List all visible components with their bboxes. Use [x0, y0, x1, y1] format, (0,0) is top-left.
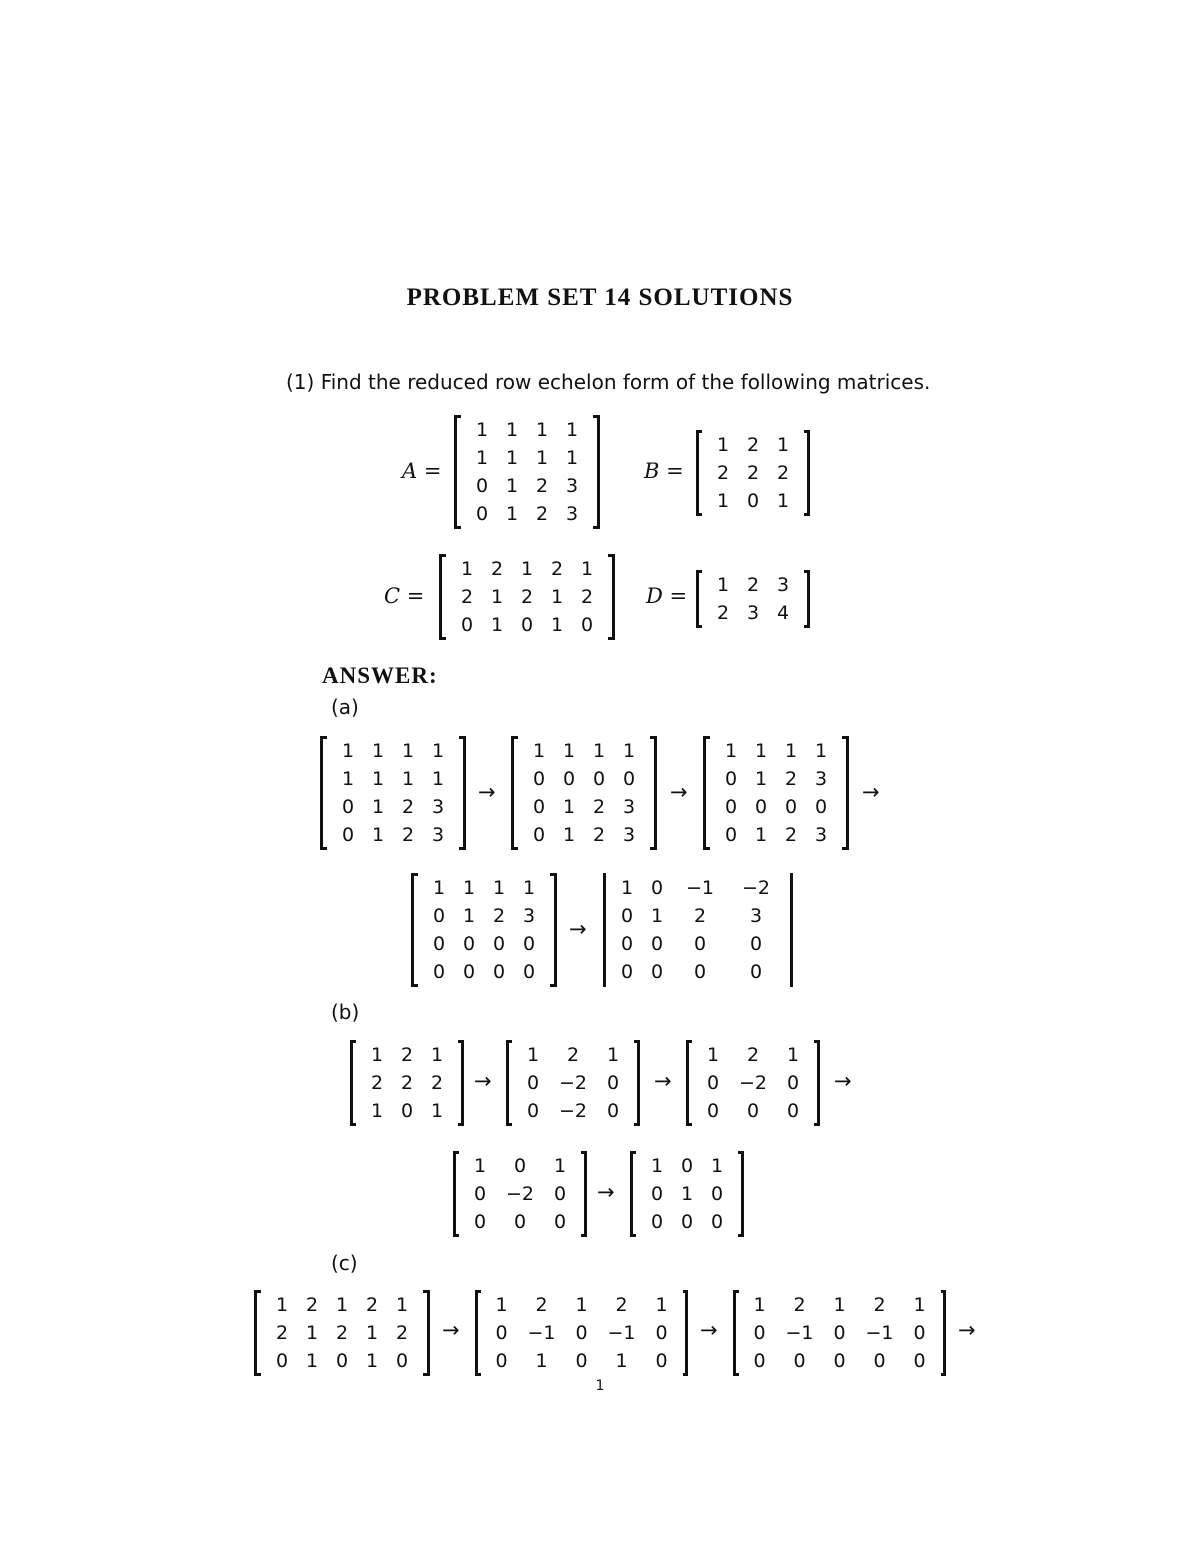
matrix — [511, 736, 657, 850]
matrix — [703, 736, 849, 850]
matrix-entry: 2 — [400, 1072, 414, 1094]
matrix-entry: 2 — [370, 1072, 384, 1094]
matrix-entry: 3 — [565, 475, 579, 497]
left-bracket — [703, 736, 710, 850]
matrix-entry: 0 — [753, 1350, 766, 1372]
matrix-entry: 2 — [615, 1294, 628, 1316]
matrix-entry: −1 — [685, 877, 714, 899]
matrix-entry: 0 — [432, 905, 446, 927]
right-bracket — [458, 1040, 464, 1126]
left-bracket — [511, 736, 518, 850]
matrix — [630, 1151, 744, 1237]
matrix-entry: 1 — [706, 1044, 720, 1066]
matrix-entries — [461, 415, 593, 529]
matrix-entry: 3 — [814, 824, 828, 846]
matrix-entry: 1 — [505, 447, 519, 469]
matrix-entry: 0 — [492, 961, 506, 983]
matrix-entry: 1 — [462, 877, 476, 899]
matrix-entry: 1 — [535, 1350, 548, 1372]
matrix-entry: 1 — [753, 1294, 766, 1316]
matrix-entry: 0 — [513, 1211, 527, 1233]
matrix-entry: 0 — [913, 1350, 926, 1372]
matrix-entry: 2 — [430, 1072, 444, 1094]
matrix-entry: 1 — [475, 419, 489, 441]
matrix-entry: 0 — [341, 824, 355, 846]
matrix-entry: 0 — [275, 1350, 289, 1372]
matrix-entry: 1 — [335, 1294, 349, 1316]
matrix — [603, 873, 787, 987]
right-bracket — [550, 873, 557, 987]
matrix-entry: 1 — [475, 447, 489, 469]
matrix-entry: 0 — [655, 1350, 668, 1372]
matrix — [696, 430, 810, 516]
arrow: → — [597, 1180, 615, 1204]
matrix-entry: 1 — [786, 1044, 800, 1066]
matrix-entry: 0 — [650, 1183, 664, 1205]
matrix-entry: 2 — [592, 824, 606, 846]
matrix-entry: 0 — [706, 1072, 720, 1094]
matrix-entry: 1 — [341, 740, 355, 762]
matrix-entry: 0 — [341, 796, 355, 818]
matrix-entry: 0 — [620, 905, 634, 927]
matrix-entries — [702, 430, 804, 516]
matrix-entry: 1 — [492, 877, 506, 899]
matrix-entries — [512, 1040, 634, 1126]
matrix-entry: 1 — [550, 614, 564, 636]
matrix-entry: 0 — [495, 1322, 508, 1344]
matrix — [254, 1290, 430, 1376]
matrix-entry: 3 — [622, 824, 636, 846]
matrix-entry: 1 — [430, 1044, 444, 1066]
matrix-entry: 1 — [716, 490, 730, 512]
matrix-entry: 0 — [655, 1322, 668, 1344]
matrix-entry: 0 — [432, 933, 446, 955]
matrix-entry: −1 — [527, 1322, 556, 1344]
matrix-entry: 4 — [776, 602, 790, 624]
matrix-entry: 0 — [753, 1322, 766, 1344]
arrow: → — [474, 1069, 492, 1093]
matrix-entry: 1 — [553, 1155, 567, 1177]
right-bracket — [650, 736, 657, 850]
left-bracket — [254, 1290, 261, 1376]
matrix-entry: 0 — [462, 933, 476, 955]
matrix-label-a: A = — [402, 459, 442, 483]
matrix-entry: 1 — [565, 447, 579, 469]
matrix-entry: 0 — [553, 1183, 567, 1205]
page-number: 1 — [595, 1378, 605, 1394]
right-bracket — [804, 570, 810, 628]
matrix-entry: 1 — [575, 1294, 588, 1316]
matrix-entry: 2 — [784, 824, 798, 846]
matrix-entry: 1 — [275, 1294, 289, 1316]
matrix-entry: 2 — [746, 574, 760, 596]
matrix-entry: 0 — [475, 475, 489, 497]
matrix-entry: 0 — [620, 933, 634, 955]
matrix-entry: 0 — [606, 1100, 620, 1122]
matrix-entry: 0 — [460, 614, 474, 636]
matrix-label-d: D = — [646, 584, 688, 608]
matrix-entry: 0 — [473, 1211, 487, 1233]
matrix — [350, 1040, 464, 1126]
right-bracket — [790, 873, 793, 987]
matrix-entry: 0 — [522, 933, 536, 955]
matrix-entry: 0 — [746, 490, 760, 512]
matrix-entry: 1 — [532, 740, 546, 762]
matrix-entry: 0 — [650, 1211, 664, 1233]
matrix-entry: 1 — [562, 824, 576, 846]
matrix-entry: 3 — [431, 796, 445, 818]
arrow: → — [569, 917, 587, 941]
arrow: → — [862, 780, 880, 804]
matrix-entry: 1 — [620, 877, 634, 899]
arrow: → — [958, 1318, 976, 1342]
matrix-entry: 3 — [746, 602, 760, 624]
matrix-entry: 2 — [400, 1044, 414, 1066]
matrix-entry: −2 — [558, 1100, 587, 1122]
matrix-entry: 2 — [550, 558, 564, 580]
matrix-entry: 0 — [754, 796, 768, 818]
matrix-entry: 0 — [784, 796, 798, 818]
matrix-entry: 0 — [575, 1350, 588, 1372]
matrix-entries — [446, 554, 608, 640]
matrix-entries — [702, 570, 804, 628]
matrix-entry: 0 — [693, 933, 707, 955]
matrix-entry: 2 — [716, 602, 730, 624]
matrix-entry: 0 — [592, 768, 606, 790]
matrix-entry: 1 — [833, 1294, 846, 1316]
matrix-entries — [606, 873, 790, 987]
right-bracket — [634, 1040, 640, 1126]
matrix-entries — [356, 1040, 458, 1126]
matrix-entry: 0 — [746, 1100, 760, 1122]
matrix-entry: 2 — [746, 462, 760, 484]
matrix-entries — [327, 736, 459, 850]
arrow: → — [654, 1069, 672, 1093]
matrix-entry: 1 — [650, 905, 664, 927]
matrix — [696, 570, 810, 628]
matrix — [439, 554, 615, 640]
matrix-entry: 0 — [833, 1350, 846, 1372]
matrix-entry: 1 — [716, 574, 730, 596]
matrix-entry: −2 — [741, 877, 770, 899]
matrix-entries — [459, 1151, 581, 1237]
arrow: → — [670, 780, 688, 804]
left-bracket — [320, 736, 327, 850]
matrix-entry: 0 — [833, 1322, 846, 1344]
matrix-entries — [636, 1151, 738, 1237]
matrix-entry: 1 — [431, 768, 445, 790]
matrix-entry: 3 — [749, 905, 763, 927]
part-b-label: (b) — [331, 1000, 360, 1024]
right-bracket — [683, 1290, 689, 1376]
matrix-entry: 1 — [371, 824, 385, 846]
matrix-entry: 1 — [580, 558, 594, 580]
left-bracket — [454, 415, 461, 529]
matrix-entry: 1 — [562, 740, 576, 762]
matrix-entry: 2 — [460, 586, 474, 608]
matrix-entry: −1 — [785, 1322, 814, 1344]
matrix-entry: 2 — [492, 905, 506, 927]
matrix — [733, 1290, 946, 1376]
matrix-entries — [418, 873, 550, 987]
matrix-entry: 2 — [693, 905, 707, 927]
right-bracket — [459, 736, 466, 850]
matrix-entry: 2 — [490, 558, 504, 580]
problem-statement: (1) Find the reduced row echelon form of the following matrices. — [286, 370, 931, 394]
matrix-entry: 2 — [592, 796, 606, 818]
matrix-entry: 1 — [615, 1350, 628, 1372]
matrix-entry: 2 — [716, 462, 730, 484]
matrix — [506, 1040, 640, 1126]
matrix-entries — [739, 1290, 941, 1376]
matrix-entry: 0 — [749, 933, 763, 955]
matrix-entry: 1 — [550, 586, 564, 608]
matrix-entry: −2 — [505, 1183, 534, 1205]
matrix-entries — [710, 736, 842, 850]
matrix-entry: 1 — [680, 1183, 694, 1205]
matrix-entry: 1 — [462, 905, 476, 927]
matrix-entry: 1 — [655, 1294, 668, 1316]
matrix-entry: 0 — [492, 933, 506, 955]
matrix-entry: 2 — [746, 1044, 760, 1066]
arrow: → — [700, 1318, 718, 1342]
matrix — [411, 873, 557, 987]
matrix-entry: 1 — [754, 768, 768, 790]
answer-label: ANSWER: — [322, 663, 438, 688]
matrix-entries — [692, 1040, 814, 1126]
matrix-entry: 1 — [716, 434, 730, 456]
matrix-entry: 1 — [370, 1100, 384, 1122]
matrix-entry: 1 — [776, 490, 790, 512]
matrix-entry: 1 — [371, 740, 385, 762]
matrix-entry: 0 — [475, 503, 489, 525]
matrix-entry: 3 — [622, 796, 636, 818]
matrix-entry: −2 — [738, 1072, 767, 1094]
matrix-entry: 0 — [793, 1350, 806, 1372]
matrix-entry: 0 — [706, 1100, 720, 1122]
matrix-entry: 3 — [776, 574, 790, 596]
matrix-entry: 3 — [431, 824, 445, 846]
matrix-entry: 3 — [522, 905, 536, 927]
matrix-entry: 1 — [490, 614, 504, 636]
matrix-entry: 0 — [620, 961, 634, 983]
matrix-entry: 1 — [565, 419, 579, 441]
matrix-entry: 1 — [505, 475, 519, 497]
matrix-entry: 1 — [505, 503, 519, 525]
right-bracket — [593, 415, 600, 529]
matrix-entry: 1 — [814, 740, 828, 762]
matrix-entry: 1 — [784, 740, 798, 762]
matrix-entry: −1 — [607, 1322, 636, 1344]
matrix-entry: 0 — [335, 1350, 349, 1372]
matrix-entry: 0 — [432, 961, 446, 983]
matrix-entry: 2 — [395, 1322, 409, 1344]
matrix-entry: 1 — [606, 1044, 620, 1066]
matrix-entry: 1 — [622, 740, 636, 762]
matrix-entry: 1 — [754, 824, 768, 846]
matrix-entry: 3 — [565, 503, 579, 525]
matrix-entry: 2 — [776, 462, 790, 484]
matrix — [320, 736, 466, 850]
matrix-entry: 0 — [495, 1350, 508, 1372]
matrix-entry: 0 — [395, 1350, 409, 1372]
matrix-entry: 1 — [365, 1350, 379, 1372]
matrix-entry: 0 — [606, 1072, 620, 1094]
matrix-entry: 0 — [913, 1322, 926, 1344]
matrix-entry: 0 — [526, 1072, 540, 1094]
matrix-entry: 0 — [532, 796, 546, 818]
part-c-label: (c) — [331, 1251, 358, 1275]
matrix-entry: 0 — [724, 796, 738, 818]
matrix-entry: 1 — [432, 877, 446, 899]
matrix-entry: 1 — [370, 1044, 384, 1066]
page-title: PROBLEM SET 14 SOLUTIONS — [406, 284, 794, 311]
matrix-entry: 2 — [566, 1044, 580, 1066]
right-bracket — [608, 554, 615, 640]
matrix-entry: 1 — [490, 586, 504, 608]
matrix-entry: 2 — [335, 1322, 349, 1344]
matrix-entry: 1 — [371, 796, 385, 818]
matrix-entry: 1 — [650, 1155, 664, 1177]
matrix-entry: 0 — [553, 1211, 567, 1233]
matrix-entry: 1 — [460, 558, 474, 580]
matrix-entry: 0 — [873, 1350, 886, 1372]
matrix — [686, 1040, 820, 1126]
matrix-entry: 1 — [495, 1294, 508, 1316]
matrix-entry: 0 — [710, 1211, 724, 1233]
matrix-entry: 1 — [505, 419, 519, 441]
part-a-label: (a) — [331, 695, 359, 719]
matrix-entry: 0 — [749, 961, 763, 983]
matrix-entry: 1 — [401, 740, 415, 762]
matrix-entry: 1 — [535, 447, 549, 469]
matrix-entry: 0 — [786, 1072, 800, 1094]
matrix-entries — [261, 1290, 423, 1376]
matrix-entry: 0 — [562, 768, 576, 790]
right-bracket — [842, 736, 849, 850]
right-bracket — [804, 430, 810, 516]
matrix-entries — [518, 736, 650, 850]
matrix-entry: 1 — [724, 740, 738, 762]
matrix-entry: 1 — [776, 434, 790, 456]
matrix-entry: 0 — [473, 1183, 487, 1205]
arrow: → — [478, 780, 496, 804]
matrix-entry: 1 — [430, 1100, 444, 1122]
right-bracket — [941, 1290, 947, 1376]
matrix-entry: 1 — [431, 740, 445, 762]
left-bracket — [411, 873, 418, 987]
matrix-entry: 1 — [473, 1155, 487, 1177]
matrix-entry: 0 — [400, 1100, 414, 1122]
matrix-entry: 0 — [622, 768, 636, 790]
arrow: → — [442, 1318, 460, 1342]
matrix-entry: 2 — [784, 768, 798, 790]
matrix-entry: 0 — [513, 1155, 527, 1177]
matrix-entry: 0 — [526, 1100, 540, 1122]
matrix-label-b: B = — [644, 459, 684, 483]
matrix-entry: 0 — [724, 768, 738, 790]
matrix-entry: 1 — [365, 1322, 379, 1344]
left-bracket — [439, 554, 446, 640]
matrix-entry: 2 — [305, 1294, 319, 1316]
matrix-entry: 0 — [680, 1155, 694, 1177]
right-bracket — [814, 1040, 820, 1126]
matrix — [453, 1151, 587, 1237]
right-bracket — [423, 1290, 430, 1376]
matrix-entry: 2 — [535, 503, 549, 525]
matrix — [475, 1290, 688, 1376]
matrix-entry: 0 — [680, 1211, 694, 1233]
matrix-entry: 2 — [365, 1294, 379, 1316]
matrix-entry: 1 — [562, 796, 576, 818]
matrix-entry: 0 — [814, 796, 828, 818]
matrix-entry: 0 — [532, 768, 546, 790]
matrix-entry: 2 — [873, 1294, 886, 1316]
matrix-entry: 2 — [275, 1322, 289, 1344]
matrix-entry: 2 — [401, 796, 415, 818]
matrix-entry: 0 — [650, 933, 664, 955]
matrix-entry: 0 — [650, 877, 664, 899]
matrix-entry: 1 — [305, 1350, 319, 1372]
matrix-entry: 1 — [371, 768, 385, 790]
matrix-entry: −1 — [865, 1322, 894, 1344]
matrix-entry: 3 — [814, 768, 828, 790]
right-bracket — [581, 1151, 587, 1237]
matrix-entry: 0 — [575, 1322, 588, 1344]
matrix-entry: 1 — [535, 419, 549, 441]
matrix-entry: 2 — [580, 586, 594, 608]
matrix-entry: 0 — [724, 824, 738, 846]
arrow: → — [834, 1069, 852, 1093]
matrix-entry: −2 — [558, 1072, 587, 1094]
matrix-entry: 1 — [913, 1294, 926, 1316]
matrix-entry: 0 — [580, 614, 594, 636]
matrix-entry: 2 — [535, 475, 549, 497]
matrix-entry: 0 — [520, 614, 534, 636]
matrix — [454, 415, 600, 529]
matrix-entry: 0 — [522, 961, 536, 983]
matrix-entry: 1 — [592, 740, 606, 762]
matrix-entry: 0 — [650, 961, 664, 983]
matrix-entry: 0 — [693, 961, 707, 983]
matrix-entry: 0 — [532, 824, 546, 846]
right-bracket — [738, 1151, 744, 1237]
matrix-entry: 0 — [710, 1183, 724, 1205]
matrix-entry: 2 — [535, 1294, 548, 1316]
matrix-entries — [481, 1290, 683, 1376]
matrix-entry: 1 — [395, 1294, 409, 1316]
matrix-entry: 2 — [401, 824, 415, 846]
matrix-entry: 1 — [401, 768, 415, 790]
matrix-entry: 1 — [526, 1044, 540, 1066]
matrix-entry: 1 — [305, 1322, 319, 1344]
matrix-entry: 2 — [520, 586, 534, 608]
matrix-label-c: C = — [384, 584, 425, 608]
matrix-entry: 1 — [710, 1155, 724, 1177]
matrix-entry: 1 — [522, 877, 536, 899]
matrix-entry: 1 — [520, 558, 534, 580]
matrix-entry: 2 — [746, 434, 760, 456]
matrix-entry: 2 — [793, 1294, 806, 1316]
matrix-entry: 1 — [754, 740, 768, 762]
matrix-entry: 0 — [462, 961, 476, 983]
matrix-entry: 1 — [341, 768, 355, 790]
matrix-entry: 0 — [786, 1100, 800, 1122]
